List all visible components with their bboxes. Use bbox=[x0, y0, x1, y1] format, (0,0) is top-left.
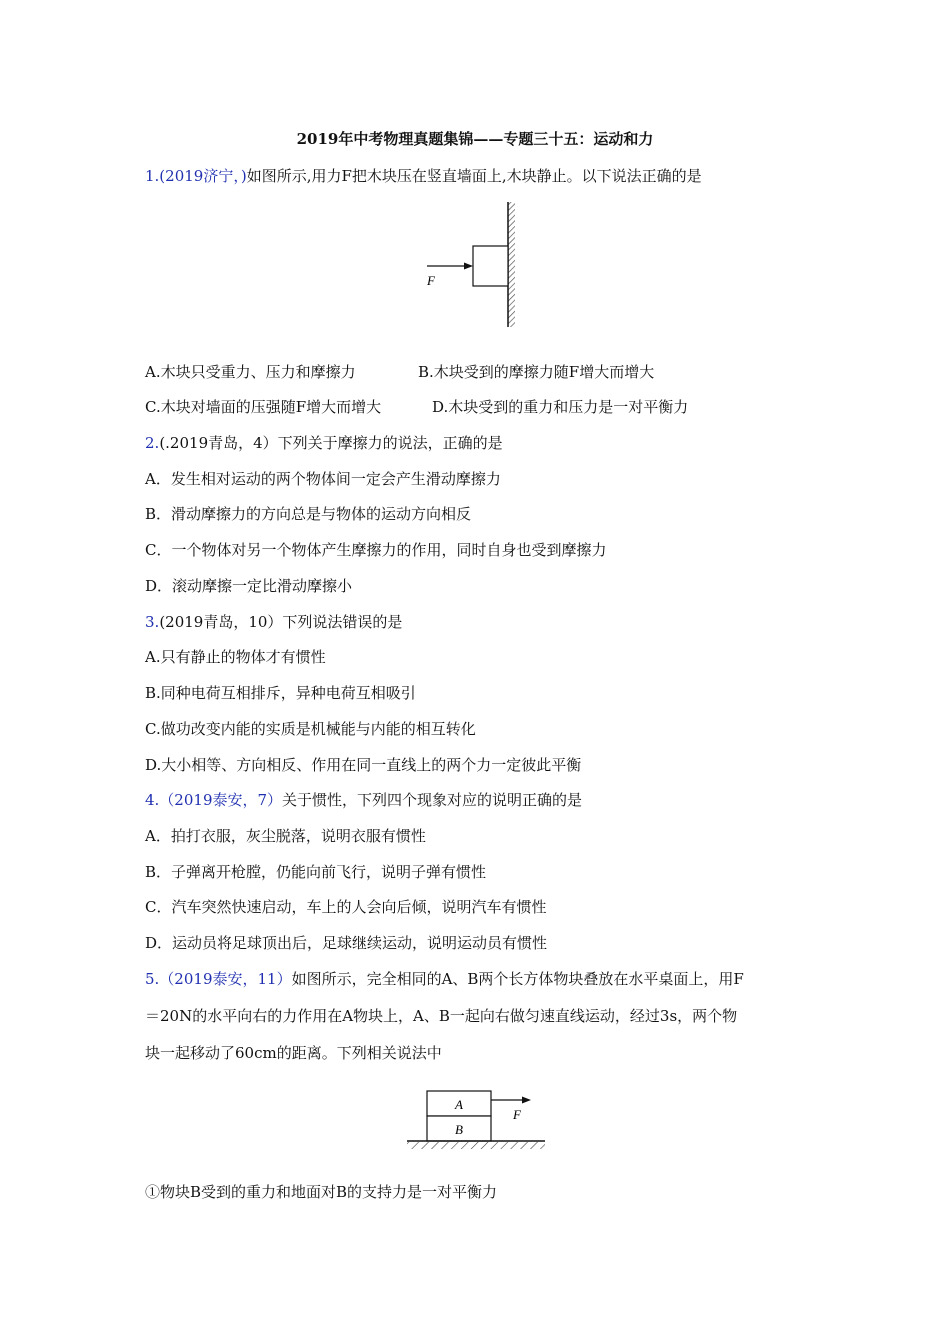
question-2-text: (.2019青岛，4）下列关于摩擦力的说法，正确的是 bbox=[159, 434, 503, 452]
question-4-stem bbox=[145, 789, 582, 810]
question-5-stem-line-3: 块一起移动了60cm的距离。下列相关说法中 bbox=[145, 1044, 442, 1062]
question-5-stem-line-1 bbox=[145, 968, 744, 989]
question-3-option-a: A.只有静止的物体才有惯性 bbox=[145, 648, 326, 666]
question-3-text: (2019青岛，10）下列说法错误的是 bbox=[159, 613, 403, 631]
wall-hatching bbox=[508, 202, 515, 327]
question-4-option-c: C．汽车突然快速启动，车上的人会向后倾，说明汽车有惯性 bbox=[145, 898, 547, 916]
question-1-options-row-2 bbox=[145, 396, 689, 417]
question-1-option-a: A.木块只受重力、压力和摩擦力 bbox=[145, 363, 356, 381]
question-2-option-b: B．滑动摩擦力的方向总是与物体的运动方向相反 bbox=[145, 505, 472, 523]
figure-stacked-blocks bbox=[405, 1086, 555, 1158]
question-5-text-1: 如图所示，完全相同的A、B两个长方体物块叠放在水平桌面上，用F bbox=[291, 970, 744, 988]
question-2-option-d: D．滚动摩擦一定比滑动摩擦小 bbox=[145, 577, 353, 595]
question-3-number: 3. bbox=[145, 613, 160, 631]
question-4-option-b: B．子弹离开枪膛，仍能向前飞行，说明子弹有惯性 bbox=[145, 863, 487, 881]
question-1-option-c: C.木块对墙面的压强随F增大而增大 bbox=[145, 398, 382, 416]
table-hatching bbox=[407, 1142, 545, 1149]
question-1-option-b: B.木块受到的摩擦力随F增大而增大 bbox=[418, 363, 655, 381]
block-b-label: B bbox=[455, 1122, 463, 1137]
wooden-block bbox=[473, 246, 508, 286]
push-force-label: F bbox=[513, 1107, 521, 1122]
question-5-stem-line-2: ＝20N的水平向右的力作用在A物块上，A、B一起向右做匀速直线运动，经过3s，两个物 bbox=[145, 1007, 738, 1025]
question-2-stem bbox=[145, 432, 503, 453]
push-arrow-head bbox=[522, 1097, 531, 1104]
question-4-option-a: A．拍打衣服，灰尘脱落，说明衣服有惯性 bbox=[145, 827, 426, 845]
question-3-stem bbox=[145, 611, 402, 632]
question-1-stem bbox=[145, 165, 702, 186]
page-title: 2019年中考物理真题集锦——专题三十五：运动和力 bbox=[296, 130, 654, 148]
figure-block-against-wall bbox=[420, 202, 520, 330]
question-5-number: 5.（2019泰安，11） bbox=[145, 970, 292, 988]
force-arrow-head bbox=[464, 263, 473, 270]
question-3-option-d: D.大小相等、方向相反、作用在同一直线上的两个力一定彼此平衡 bbox=[145, 756, 582, 774]
question-4-text: 关于惯性，下列四个现象对应的说明正确的是 bbox=[282, 791, 583, 809]
question-1-number: 1.(2019济宁，) bbox=[145, 167, 247, 185]
question-2-option-c: C．一个物体对另一个物体产生摩擦力的作用，同时自身也受到摩擦力 bbox=[145, 541, 607, 559]
question-1-options-row-1 bbox=[145, 361, 655, 382]
question-3-option-b: B.同种电荷互相排斥，异种电荷互相吸引 bbox=[145, 684, 416, 702]
block-a-label: A bbox=[455, 1097, 463, 1112]
question-2-option-a: A．发生相对运动的两个物体间一定会产生滑动摩擦力 bbox=[145, 470, 501, 488]
force-label: F bbox=[427, 273, 435, 288]
question-1-text: 如图所示,用力F把木块压在竖直墙面上,木块静止。以下说法正确的是 bbox=[246, 167, 702, 185]
question-3-option-c: C.做功改变内能的实质是机械能与内能的相互转化 bbox=[145, 720, 476, 738]
question-4-number: 4.（2019泰安，7） bbox=[145, 791, 283, 809]
question-1-option-d: D.木块受到的重力和压力是一对平衡力 bbox=[432, 398, 689, 416]
question-4-option-d: D．运动员将足球顶出后，足球继续运动，说明运动员有惯性 bbox=[145, 934, 548, 952]
question-5-statement-1: ①物块B受到的重力和地面对B的支持力是一对平衡力 bbox=[145, 1183, 498, 1201]
question-2-number: 2. bbox=[145, 434, 160, 452]
